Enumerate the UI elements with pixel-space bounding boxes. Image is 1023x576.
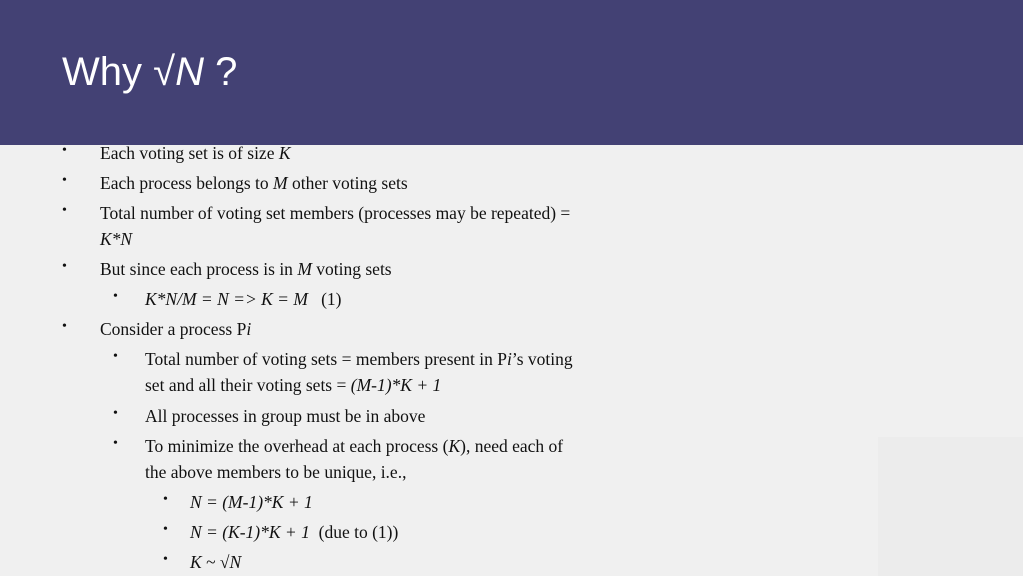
- bullet-text-part: Each process belongs to: [100, 173, 274, 193]
- equation: [190, 549, 241, 575]
- bullet-text-continuation: [145, 372, 441, 398]
- bullet-glyph: •: [163, 552, 168, 567]
- equation-operator: ~ √: [201, 552, 230, 572]
- title-variable: N: [175, 50, 204, 94]
- bullet-variable: N: [229, 552, 242, 572]
- bullet-text-part: ’s voting: [511, 349, 573, 369]
- bullet-glyph: •: [113, 436, 118, 451]
- bullet-text-part: other voting sets: [287, 173, 408, 193]
- bullet-text: [100, 170, 408, 196]
- bullet-text-part: set and all their voting sets =: [145, 375, 351, 395]
- bullet-text-continuation: the above members to be unique, i.e.,: [145, 462, 407, 482]
- title-prefix: Why √: [62, 50, 176, 94]
- bullet-text: [100, 256, 392, 282]
- equation: (M-1)*K + 1: [350, 375, 442, 395]
- bullet-glyph: •: [62, 203, 67, 218]
- bullet-variable: K: [278, 143, 291, 163]
- bullet-text: [190, 519, 398, 545]
- bullet-text-part: Consider a process P: [100, 319, 247, 339]
- equation: N = (M-1)*K + 1: [190, 492, 313, 512]
- bullet-text: [145, 433, 563, 459]
- bullet-text-part: voting sets: [311, 259, 392, 279]
- bullet-glyph: •: [62, 259, 67, 274]
- bullet-variable: M: [297, 259, 312, 279]
- bullet-text: [145, 286, 341, 312]
- bullet-glyph: •: [62, 143, 67, 158]
- bullet-glyph: •: [113, 289, 118, 304]
- bullet-text-continuation: K*N: [100, 229, 133, 249]
- equation: K*N/M = N => K = M: [145, 289, 308, 309]
- bullet-glyph: •: [62, 319, 67, 334]
- bullet-variable: K: [448, 436, 461, 456]
- bullet-variable: K: [190, 552, 202, 572]
- bullet-text: All processes in group must be in above: [145, 406, 426, 426]
- bullet-variable: i: [246, 319, 252, 339]
- bullet-text: Total number of voting set members (processes may be repeated) =: [100, 203, 571, 223]
- title-suffix: ?: [203, 50, 238, 94]
- bullet-glyph: •: [62, 173, 67, 188]
- equation-note: (due to (1)): [309, 522, 399, 542]
- bullet-text-part: But since each process is in: [100, 259, 298, 279]
- bullet-variable: i: [507, 349, 512, 369]
- bullet-variable: M: [273, 173, 288, 193]
- bullet-glyph: •: [163, 492, 168, 507]
- bullet-text: [100, 140, 291, 166]
- slide-header: [0, 0, 1023, 145]
- bullet-text: [100, 316, 251, 342]
- bullet-text-part: To minimize the overhead at each process (: [145, 436, 449, 456]
- bullet-glyph: •: [163, 522, 168, 537]
- equation: N = (K-1)*K + 1: [190, 522, 310, 542]
- bullet-text-part: Each voting set is of size: [100, 143, 279, 163]
- bullet-glyph: •: [113, 349, 118, 364]
- bullet-text-part: Total number of voting sets = members present in P: [145, 349, 507, 369]
- equation-label: (1): [307, 289, 342, 309]
- bullet-text-part: ), need each of: [460, 436, 564, 456]
- bullet-glyph: •: [113, 406, 118, 421]
- bullet-text: [145, 346, 573, 372]
- corner-shade: [878, 437, 1023, 576]
- slide-title: [62, 48, 237, 96]
